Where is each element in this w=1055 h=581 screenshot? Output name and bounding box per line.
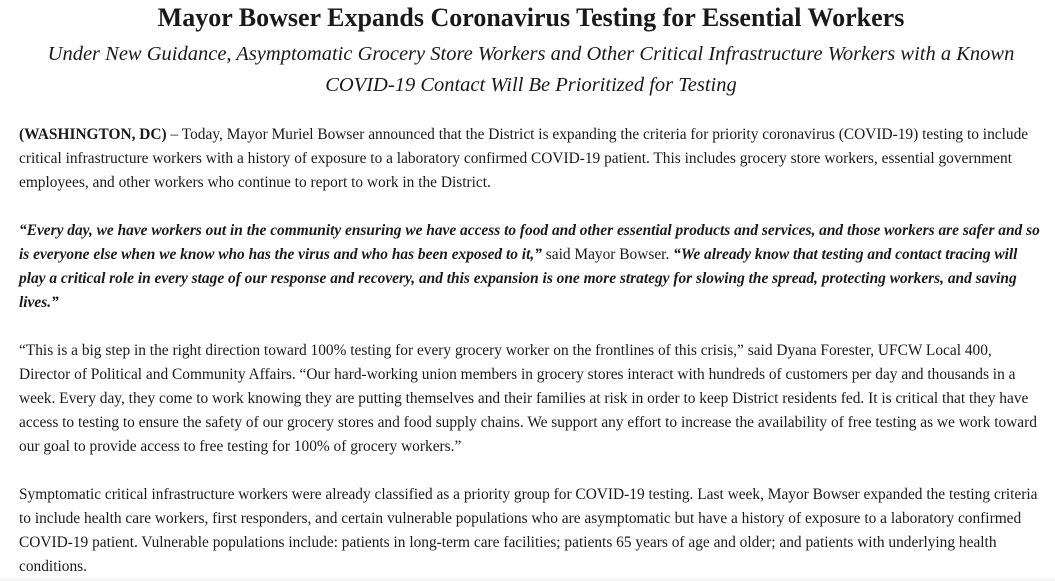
bottom-edge-shadow <box>0 575 1055 581</box>
subheadline: Under New Guidance, Asymptomatic Grocery Store Workers and Other Critical Infrastructure Workers with a Known COVID-19 Contact Will Be Prioritized for Testing <box>47 43 1015 96</box>
mayor-quote-2: “We already know that testing and contact tracing will play a critical role in every stage of our response and recovery, and this expansion is one more strategy for slowing the spread, protecting workers, and saving lives.” <box>19 246 1018 311</box>
paragraph-background: Symptomatic critical infrastructure workers were already classified as a priority group for COVID-19 testing. Last week, Mayor Bowser expanded the testing criteria to include health care workers, first responders, and certain vulnerable populations who are asymptomatic but have a history of exposure to a laboratory confirmed COVID-19 patient. Vulnerable populations include: patients in long-term care facilities; patients 65 years of age and older; and patients with underlying health conditions. <box>19 486 1038 575</box>
paragraph-intro <box>19 123 1043 195</box>
press-release <box>19 0 1043 575</box>
paragraph-mayor-quote <box>19 219 1043 315</box>
paragraph-union-quote: “This is a big step in the right direction toward 100% testing for every grocery worker on the frontlines of this crisis,” said Dyana Forester, UFCW Local 400, Director of Political and Community Affairs. “Our hard-working union members in grocery stores interact with hundreds of customers per day and thousands in a week. Every day, they come to work knowing they are putting themselves and their families at risk in order to keep District residents fed. It is critical that they have access to testing to ensure the safety of our grocery stores and food supply chains. We support any effort to increase the availability of free testing as we work toward our goal to provide access to free testing for 100% of grocery workers.” <box>19 342 1037 455</box>
mayor-quote-1: “Every day, we have workers out in the community ensuring we have access to food and other essential products and services, and those workers are safer and so is everyone else when we know who has the virus and who has been exposed to it,” <box>19 222 1040 263</box>
headline: Mayor Bowser Expands Coronavirus Testing for Essential Workers <box>157 3 905 32</box>
dateline: (WASHINGTON, DC) <box>19 126 167 143</box>
quote-attribution: said Mayor Bowser. <box>541 246 674 263</box>
intro-text: – Today, Mayor Muriel Bowser announced that the District is expanding the criteria for priority coronavirus (COVID-19) testing to include critical infrastructure workers with a history of exposure to a laboratory confirmed COVID-19 patient. This includes grocery store workers, essential government employees, and other workers who continue to report to work in the District. <box>19 126 1029 191</box>
